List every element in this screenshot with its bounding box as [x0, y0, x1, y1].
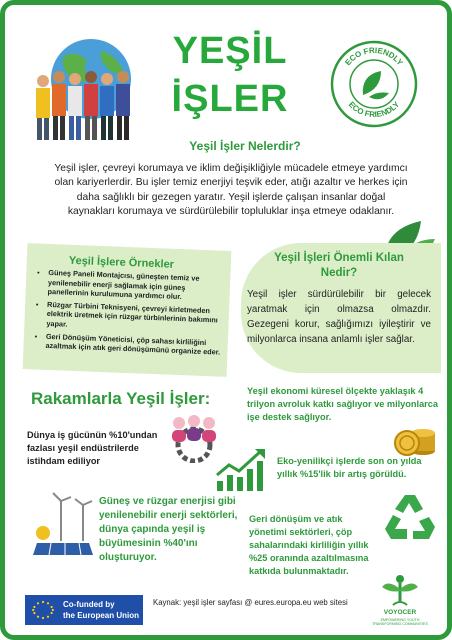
stats-heading: Rakamlarla Yeşil İşler:	[31, 389, 211, 408]
growth-chart-icon	[213, 447, 269, 493]
workers-globe-illustration	[23, 35, 153, 145]
badge-bottom-text: ECO FRIENDLY	[346, 99, 402, 120]
eu-cofunded-logo	[25, 595, 143, 625]
list-item: • Geri Dönüşüm Yöneticisi, çöp sahası kirliliğini azaltmak için atık geri dönüşümünü organize eder.	[45, 331, 222, 357]
eco-friendly-badge	[329, 39, 419, 129]
title-line-2: İŞLER	[171, 78, 289, 120]
importance-heading: Yeşil İşleri Önemli Kılan Nedir?	[274, 252, 404, 279]
importance-card	[241, 243, 441, 373]
examples-heading: Yeşil İşlere Örnekler	[68, 254, 175, 271]
wind-solar-icon	[31, 491, 95, 557]
list-item: • Güneş Paneli Montajcısı, güneşten temiz ve yenilenebilir enerji sağlamak için güneş panellerinin kurulumuna yardımcı olur.	[47, 268, 224, 304]
fact-recycling: Geri dönüşüm ve atık yönetimi sektörleri, çöp sahalarındaki kirliliğin yıllık %25 oranında azaltılmasına katkıda bulunmaktadır.	[249, 514, 369, 576]
coins-icon	[393, 413, 437, 457]
recycle-icon	[383, 489, 439, 543]
fact-economy: Yeşil ekonomi küresel ölçekte yaklaşık 4 trilyon avroluk katkı sağlıyor ve milyonlarca işe destek sağlıyor.	[247, 386, 438, 422]
eu-flag-icon	[27, 597, 59, 623]
badge-top-text: ECO FRIENDLY	[343, 45, 405, 68]
voyocer-logo-name: VOYOCER	[383, 609, 417, 616]
fact-workforce: Dünya iş gücünün %10'undan fazlası yeşil endüstrilerde istihdam ediliyor	[27, 430, 158, 466]
intro-heading: Yeşil İşler Nelerdir?	[189, 139, 301, 153]
voyocer-logo-icon	[379, 571, 421, 609]
importance-text: Yeşil işler sürdürülebilir bir gelecek yaratmak için olmazsa olmazdır. Gezegeni korur, sağlığımızı iyileştirir ve milyonlarca insana anlamlı işler sağlar.	[247, 289, 431, 345]
fact-renewables: Güneş ve rüzgar enerjisi gibi yenilenebilir enerji sektörleri, dünya çapında yeşil iş büyümesinin %40'ını oluşturuyor.	[99, 496, 238, 563]
voyocer-logo-tagline: EMPOWERING YOUTH TRANSFORMING COMMUNITIES	[372, 618, 428, 627]
eu-line-1: Co-funded by	[63, 600, 115, 609]
title-line-1: YEŞİL	[172, 30, 288, 72]
intro-text: Yeşil işler, çevreyi korumaya ve iklim değişikliğiyle mücadele etmeye yardımcı olan kariyerlerdir. Bu işler temiz enerjiyi teşvik eder, atığı azaltır ve herkes için daha sağlıklı bir gezegen yaratır. Yeşil işlerde çalışan insanlar doğal kaynakları korumaya ve sürdürülebilir topluluklar inşa etmeye odaklanır.	[54, 163, 408, 218]
eu-line-2: the European Union	[63, 611, 139, 620]
list-item: • Rüzgar Türbini Teknisyeni, çevreyi kirletmeden elektrik üretmek için rüzgar türbinlerinin bakımını yapar.	[46, 300, 223, 336]
page-title	[155, 27, 305, 123]
source-text: Kaynak: yeşil işler sayfası @ eures.europa.eu web sitesi	[153, 598, 348, 607]
examples-card	[23, 243, 232, 377]
eu-funding-text	[63, 599, 139, 621]
fact-eco-innovation: Eko-yenilikçi işlerde son on yılda yıllık %15'lik bir artış görüldü.	[277, 456, 422, 479]
examples-list	[45, 268, 224, 360]
